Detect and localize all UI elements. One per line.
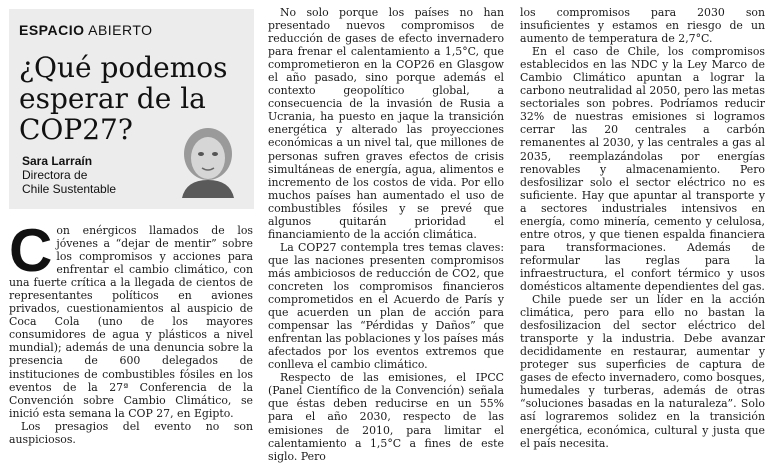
author-role-line2: Chile Sustentable	[22, 182, 117, 196]
column-3	[520, 6, 765, 450]
section-tag-bold: ESPACIO	[19, 22, 85, 38]
paragraph-text: on enérgicos llamados de los jóvenes a “dejar de mentir” sobre los compromisos y acciones para enfrentar el cambio climático, con una fuerte crítica a la llegada de cientos de representantes políticos en aviones privados, cuestionamientos al auspicio de Coca Cola (uno de los mayores consumidores de agua y plásticos a nivel mundial); además de una denuncia sobre la presencia de 600 delegados de instituciones de combustibles fósiles en los eventos de la 27ª Conferencia de la Convención sobre Cambio Climático, se inició esta semana la COP 27, en Egipto.	[9, 224, 253, 420]
section-tag	[19, 22, 153, 38]
author-photo	[172, 120, 244, 198]
author-name: Sara Larraín	[22, 154, 93, 168]
column-2	[268, 6, 504, 463]
paragraph: La COP27 contempla tres temas claves: que las naciones presenten compromisos más ambiciosos de reducción de CO2, que concreten los compromisos financieros comprometidos en el Acuerdo de París y que acuerden un plan de acción para compensar las “Pérdidas y Daños” que enfrentan las poblaciones y los países más afectados por los eventos extremos que conlleva el cambio climático.	[268, 240, 504, 372]
headline: ¿Qué podemos esperar de la COP27?	[19, 51, 228, 146]
paragraph: En el caso de Chile, los compromisos establecidos en las NDC y la Ley Marco de Cambio Climático apuntan a lograr la carbono neutralidad al 2050, pero las metas sectoriales son pobres. Podríamos reducir 32% de nuestras emisiones si logramos cerrar las 20 centrales a carbón remanentes al 2030, y las centrales a gas al 2035, reemplazándolas por energías renovables y almacenamiento. Pero desfosilizar solo el sector eléctrico no es suficiente. Hay que apuntar al transporte y a sectores industriales intensivos en energía, como minería, cemento y celulosa, entre otros, y que tienen espalda financiera para transformaciones. Además de reformular las reglas para la infraestructura, el confort térmico y usos domésticos altamente dependientes del gas.	[520, 45, 765, 293]
byline	[22, 154, 116, 196]
paragraph	[9, 217, 253, 420]
author-role-line1: Directora de	[22, 168, 88, 182]
paragraph: Respecto de las emisiones, el IPCC (Panel Científico de la Convención) señala que éstas deben reducirse en un 55% para el año 2030, respecto de las emisiones de 2010, para limitar el calentamiento a 1,5°C a fines de este siglo. Pero	[268, 371, 504, 463]
paragraph: Los presagios del evento no son auspiciosos.	[9, 419, 253, 446]
paragraph: Chile puede ser un líder en la acción climática, pero para ello no bastan la desfosilizacion del sector eléctrico del transporte y la industria. Debe avanzar decididamente en restaurar, aumentar y proteger sus superficies de captura de gases de efecto invernadero, como bosques, humedales y turberas, además de otras “soluciones basadas en la naturaleza”. Solo así lograremos solidez en la transición energética, económica, cultural y justa que el país necesita.	[520, 293, 765, 450]
paragraph: los compromisos para 2030 son insuficientes y estamos en riesgo de un aumento de temperatura de 2,7°C.	[520, 6, 765, 46]
column-1	[9, 217, 253, 446]
section-tag-regular: ABIERTO	[88, 22, 153, 38]
paragraph: No solo porque los países no han presentado nuevos compromisos de reducción de gases de efecto invernadero para frenar el calentamiento a 1,5°C, que comprometieron en la COP26 en Glasgow el año pasado, sino porque además el contexto geopolítico global, a consecuencia de la invasión de Rusia a Ucrania, ha puesto en jaque la transición energética y alterado las proyecciones económicas a un nivel tal, que millones de personas sufren graves efectos de crisis simultáneas de energía, agua, alimentos e incremento de los costos de vida. Por ello muchos países han aumentado el uso de combustibles fósiles y se prevé que algunos quitarán prioridad el financiamiento de la acción climática.	[268, 6, 504, 241]
dropcap: C	[9, 217, 53, 284]
